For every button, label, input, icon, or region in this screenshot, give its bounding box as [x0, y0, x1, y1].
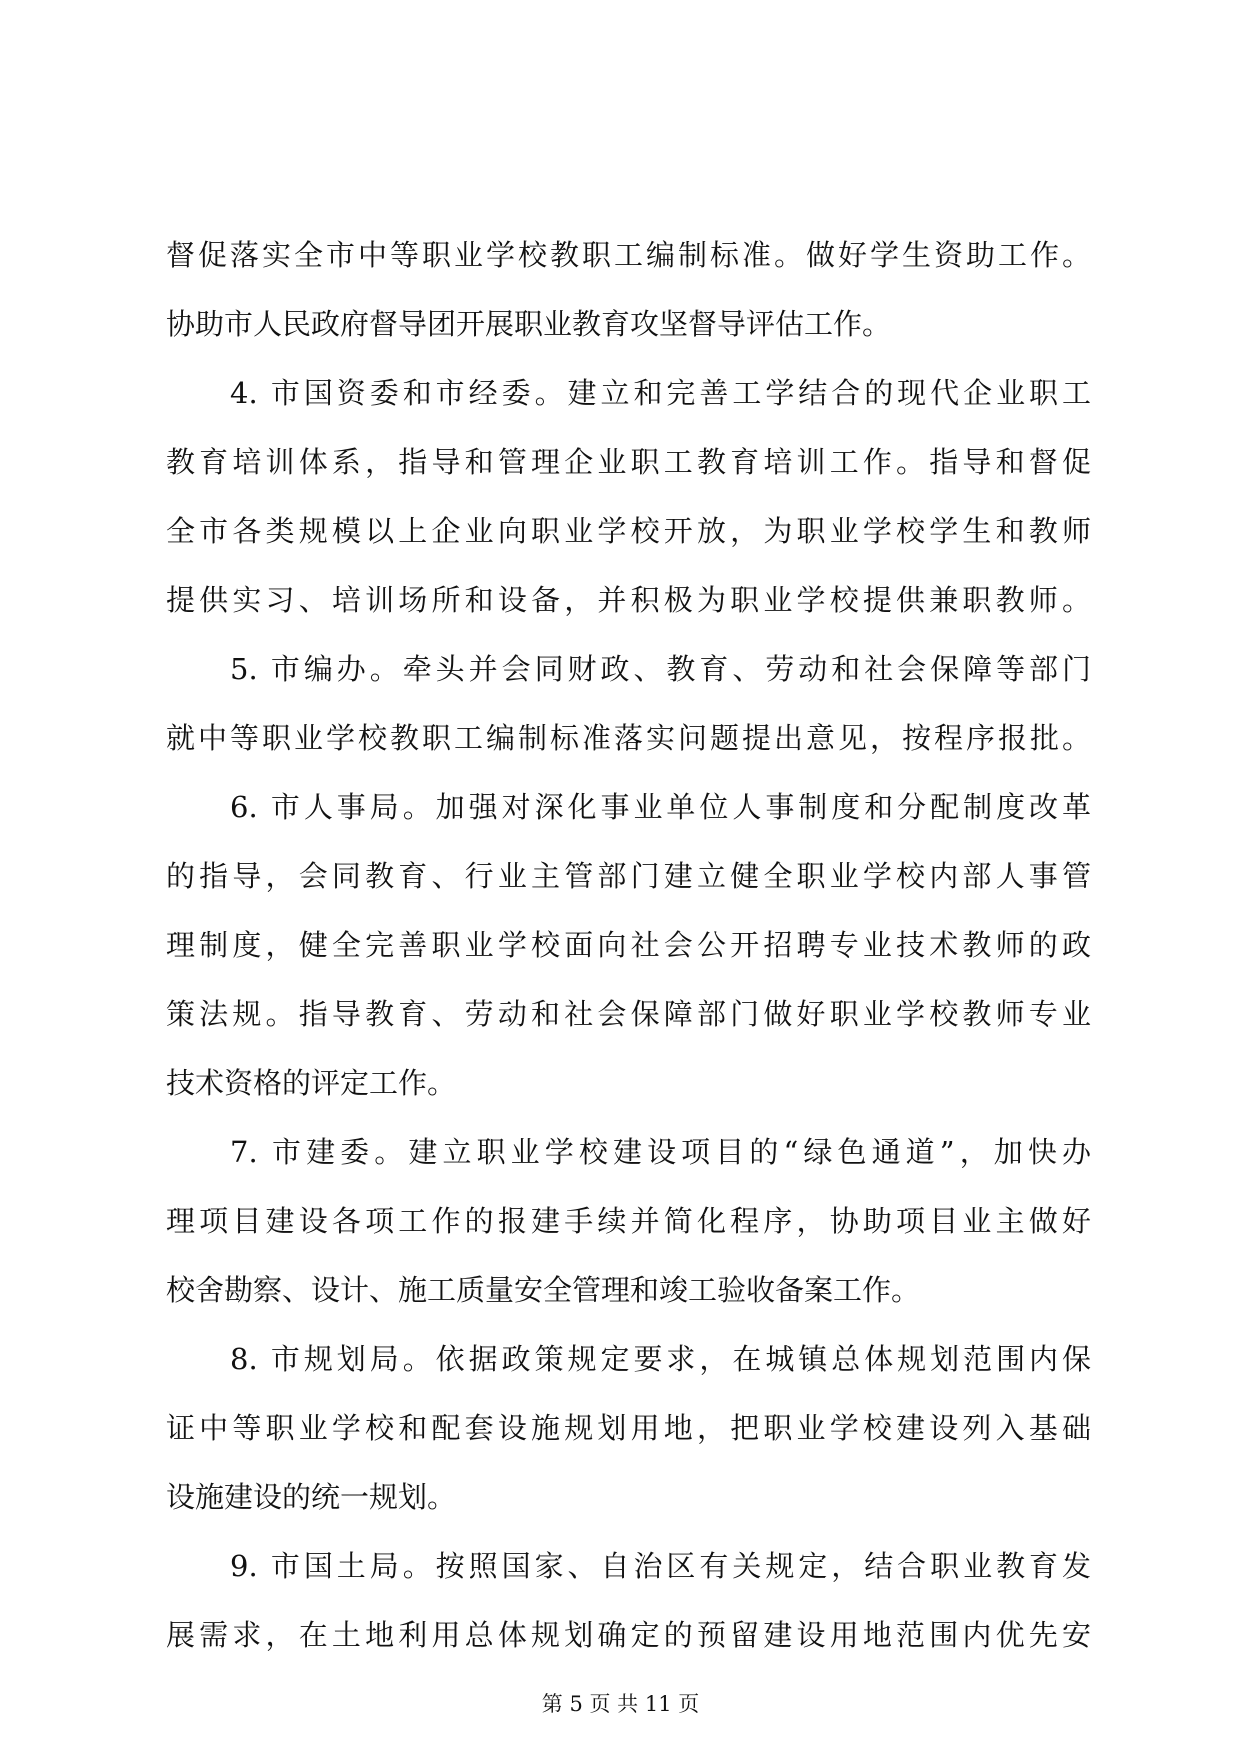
- paragraph-heading-line: 4. 市国资委和市经委。建立和完善工学结合的现代企业职工: [230, 376, 1091, 410]
- text-line: 提供实习、培训场所和设备，并积极为职业学校提供兼职教师。: [166, 583, 1091, 617]
- text-line: 理项目建设各项工作的报建手续并简化程序，协助项目业主做好: [166, 1204, 1091, 1238]
- paragraph-heading-line: 9. 市国土局。按照国家、自治区有关规定，结合职业教育发: [230, 1549, 1091, 1583]
- text-line: 策法规。指导教育、劳动和社会保障部门做好职业学校教师专业: [166, 997, 1091, 1031]
- text-line: 技术资格的评定工作。: [166, 1066, 457, 1100]
- text-line: 展需求，在土地利用总体规划确定的预留建设用地范围内优先安: [166, 1618, 1091, 1652]
- text-line: 协助市人民政府督导团开展职业教育攻坚督导评估工作。: [166, 307, 892, 341]
- page-footer: 第 5 页 共 11 页: [541, 1692, 700, 1716]
- paragraph-heading-line: 7. 市建委。建立职业学校建设项目的“绿色通道”，加快办: [230, 1135, 1091, 1169]
- text-line: 证中等职业学校和配套设施规划用地，把职业学校建设列入基础: [166, 1411, 1091, 1445]
- text-line: 教育培训体系，指导和管理企业职工教育培训工作。指导和督促: [166, 445, 1091, 479]
- text-line: 校舍勘察、设计、施工质量安全管理和竣工验收备案工作。: [166, 1273, 921, 1307]
- text-line: 全市各类规模以上企业向职业学校开放，为职业学校学生和教师: [166, 514, 1091, 548]
- text-line: 督促落实全市中等职业学校教职工编制标准。做好学生资助工作。: [166, 238, 1091, 272]
- text-line: 就中等职业学校教职工编制标准落实问题提出意见，按程序报批。: [166, 721, 1091, 755]
- paragraph-heading-line: 5. 市编办。牵头并会同财政、教育、劳动和社会保障等部门: [230, 652, 1091, 686]
- paragraph-heading-line: 8. 市规划局。依据政策规定要求，在城镇总体规划范围内保: [230, 1342, 1091, 1376]
- text-line: 的指导，会同教育、行业主管部门建立健全职业学校内部人事管: [166, 859, 1091, 893]
- paragraph-heading-line: 6. 市人事局。加强对深化事业单位人事制度和分配制度改革: [230, 790, 1091, 824]
- text-line: 理制度，健全完善职业学校面向社会公开招聘专业技术教师的政: [166, 928, 1091, 962]
- text-line: 设施建设的统一规划。: [166, 1480, 457, 1514]
